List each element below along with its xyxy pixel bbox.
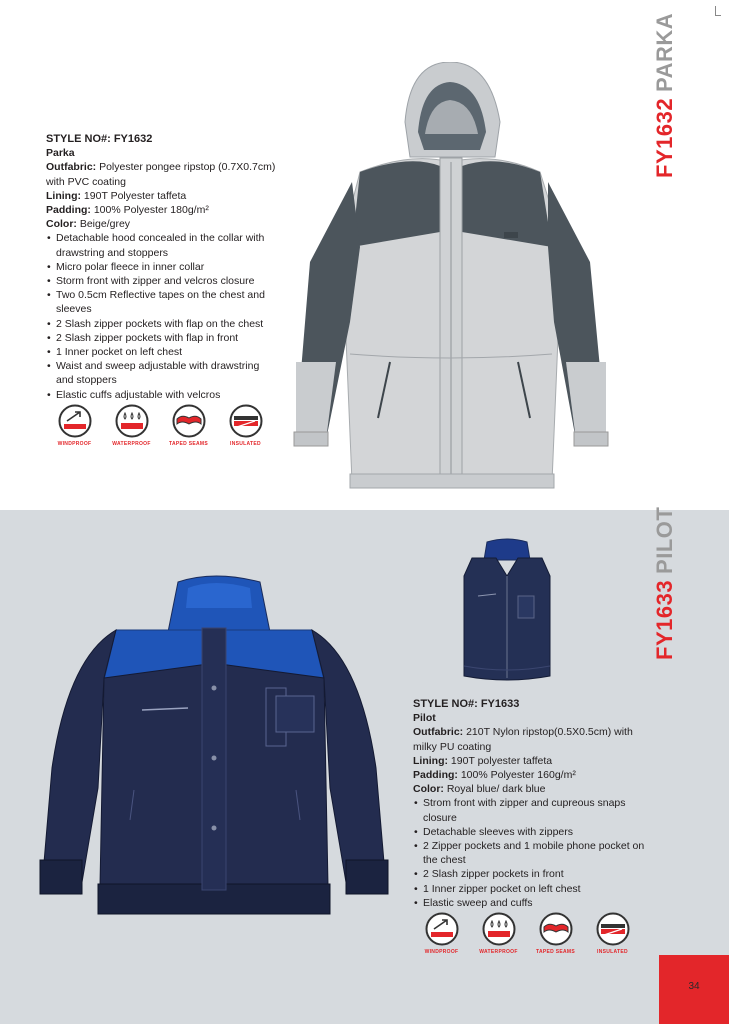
lining-line	[46, 189, 276, 203]
spec-block-parka	[46, 132, 276, 402]
badge-windproof	[413, 912, 470, 955]
badge-label: WINDPROOF	[424, 949, 459, 955]
feature-item: • Elastic sweep and cuffs	[413, 896, 645, 910]
padding-value: 100% Polyester 160g/m²	[460, 769, 576, 782]
feature-item: • Storm front with zipper and velcros closure	[46, 274, 276, 288]
product-name: PARKA	[652, 12, 677, 92]
badge-windproof	[46, 404, 103, 447]
outfabric-label: Outfabric:	[413, 726, 464, 739]
page-number-box	[659, 955, 729, 1024]
feature-item: • 1 Inner pocket on left chest	[46, 345, 276, 359]
product-name: PILOT	[652, 506, 677, 574]
feature-item: • 2 Slash zipper pockets with flap in front	[46, 331, 276, 345]
feature-badges-pilot	[413, 912, 641, 955]
taped-seams-icon	[172, 404, 206, 438]
product-code: FY1632	[652, 97, 677, 178]
insulated-icon	[596, 912, 630, 946]
lining-label: Lining:	[413, 754, 448, 767]
windproof-icon	[425, 912, 459, 946]
waterproof-icon	[482, 912, 516, 946]
feature-item: • Elastic cuffs adjustable with velcros	[46, 388, 276, 402]
feature-item: • Detachable hood concealed in the collar with drawstring and stoppers	[46, 231, 276, 259]
taped-seams-icon	[539, 912, 573, 946]
feature-list	[413, 796, 645, 910]
badge-label: INSULATED	[597, 949, 628, 955]
badge-label: TAPED SEAMS	[168, 441, 209, 447]
feature-item: • Two 0.5cm Reflective tapes on the chest and sleeves	[46, 288, 276, 316]
badge-label: INSULATED	[230, 441, 261, 447]
crop-mark	[715, 6, 721, 16]
padding-line	[46, 203, 276, 217]
outfabric-line	[413, 725, 645, 753]
padding-label: Padding:	[413, 769, 458, 782]
color-line	[46, 217, 276, 231]
padding-value: 100% Polyester 180g/m²	[93, 204, 209, 217]
lining-label: Lining:	[46, 189, 81, 202]
outfabric-value: 210T Nylon ripstop(0.5X0.5cm) with milky PU coating	[413, 726, 633, 753]
outfabric-value: Polyester pongee ripstop (0.7X0.7cm) with PVC coating	[46, 161, 276, 188]
waterproof-icon	[115, 404, 149, 438]
color-line	[413, 782, 645, 796]
lining-line	[413, 754, 645, 768]
parka-jacket-image	[290, 62, 610, 500]
product-subtitle: Pilot	[413, 712, 436, 725]
color-label: Color:	[413, 783, 444, 796]
color-value: Beige/grey	[79, 218, 131, 231]
outfabric-line	[46, 160, 276, 188]
feature-item: • Detachable sleeves with zippers	[413, 825, 645, 839]
style-number: STYLE NO#: FY1633	[413, 698, 520, 710]
feature-item: • Waist and sweep adjustable with drawstring and stoppers	[46, 359, 276, 387]
badge-label: WATERPROOF	[479, 949, 518, 955]
feature-list	[46, 231, 276, 401]
product-title-parka	[652, 13, 678, 178]
padding-line	[413, 768, 645, 782]
badge-label: WATERPROOF	[112, 441, 151, 447]
lining-value: 190T polyester taffeta	[450, 754, 553, 767]
outfabric-label: Outfabric:	[46, 161, 97, 174]
feature-item: • Strom front with zipper and cupreous snaps closure	[413, 796, 645, 824]
feature-item: • Micro polar fleece in inner collar	[46, 260, 276, 274]
feature-badges-parka	[46, 404, 274, 447]
color-label: Color:	[46, 218, 77, 231]
style-number: STYLE NO#: FY1632	[46, 133, 153, 145]
pilot-jacket-image	[38, 568, 390, 918]
badge-insulated	[217, 404, 274, 447]
badge-taped-seams	[527, 912, 584, 955]
pilot-vest-image	[452, 536, 562, 686]
feature-item: • 2 Slash zipper pockets with flap on the chest	[46, 317, 276, 331]
product-code: FY1633	[652, 579, 677, 660]
badge-waterproof	[103, 404, 160, 447]
badge-label: TAPED SEAMS	[535, 949, 576, 955]
windproof-icon	[58, 404, 92, 438]
badge-taped-seams	[160, 404, 217, 447]
lining-value: 190T Polyester taffeta	[83, 189, 187, 202]
feature-item: • 2 Slash zipper pockets in front	[413, 867, 645, 881]
feature-item: • 2 Zipper pockets and 1 mobile phone pocket on the chest	[413, 839, 645, 867]
badge-insulated	[584, 912, 641, 955]
page-number: 34	[688, 981, 700, 992]
badge-label: WINDPROOF	[57, 441, 92, 447]
feature-item: • 1 Inner zipper pocket on left chest	[413, 882, 645, 896]
badge-waterproof	[470, 912, 527, 955]
color-value: Royal blue/ dark blue	[446, 783, 546, 796]
insulated-icon	[229, 404, 263, 438]
padding-label: Padding:	[46, 204, 91, 217]
spec-block-pilot	[413, 697, 645, 910]
product-title-pilot	[652, 507, 678, 660]
product-subtitle: Parka	[46, 147, 75, 160]
